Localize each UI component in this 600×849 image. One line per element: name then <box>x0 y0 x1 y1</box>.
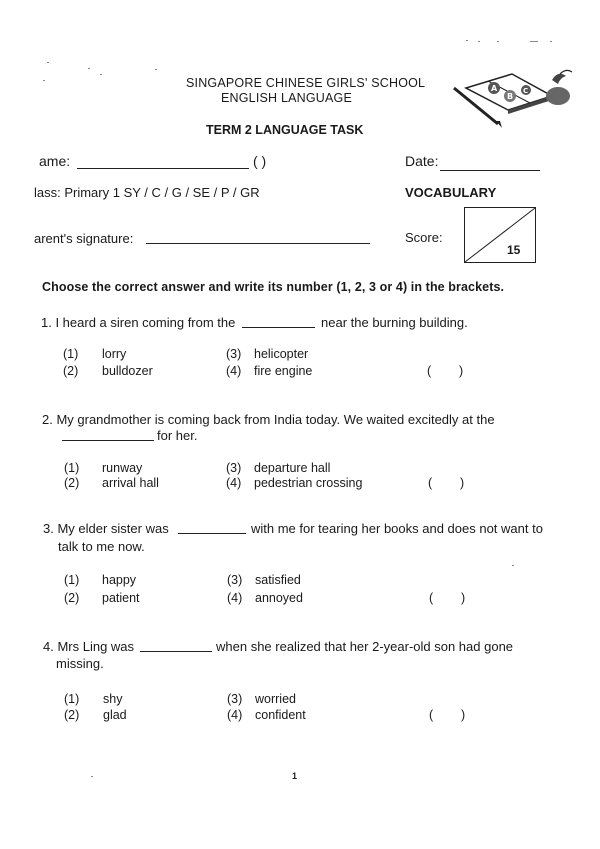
question-text: 2. My grandmother is coming back from India today. We waited excitedly at the <box>42 412 495 427</box>
scan-speck <box>512 565 514 566</box>
option-text: pedestrian crossing <box>254 476 363 490</box>
option-number: (1) <box>64 461 80 475</box>
score-total: 15 <box>507 243 521 257</box>
subject-title: ENGLISH LANGUAGE <box>221 91 353 105</box>
option-text: runway <box>102 461 143 475</box>
scan-speck <box>155 69 157 70</box>
answer-blank <box>242 327 315 328</box>
option-text: annoyed <box>255 591 303 605</box>
option-text: worried <box>255 692 296 706</box>
question-text-line2: talk to me now. <box>58 539 145 554</box>
answer-brackets[interactable]: ( ) <box>428 476 465 490</box>
option-text: lorry <box>102 347 127 361</box>
option-text: shy <box>103 692 123 706</box>
answer-brackets[interactable]: ( ) <box>427 364 464 378</box>
section-title: VOCABULARY <box>405 185 497 200</box>
parent-signature-blank[interactable] <box>146 243 370 244</box>
scan-speck <box>478 41 480 42</box>
question-text-continued: with me for tearing her books and does not want to <box>251 521 543 536</box>
option-number: (1) <box>64 692 80 706</box>
date-blank[interactable] <box>440 170 540 171</box>
svg-text:B: B <box>507 92 514 101</box>
option-number: (2) <box>64 708 80 722</box>
scan-speck <box>88 68 90 69</box>
option-number: (3) <box>227 692 243 706</box>
scan-speck <box>466 40 468 41</box>
option-text: departure hall <box>254 461 331 475</box>
option-number: (4) <box>227 591 243 605</box>
scan-speck <box>497 41 499 42</box>
option-number: (3) <box>226 461 242 475</box>
option-number: (3) <box>227 573 243 587</box>
question-text-continued: when she realized that her 2-year-old son had gone <box>216 639 514 654</box>
question-text: 4. Mrs Ling was <box>43 639 135 654</box>
question-text: 3. My elder sister was <box>43 521 169 536</box>
option-text: glad <box>103 708 127 722</box>
name-blank[interactable] <box>77 168 249 169</box>
scan-speck <box>43 80 45 81</box>
answer-blank <box>62 440 154 441</box>
school-name: SINGAPORE CHINESE GIRLS' SCHOOL <box>186 76 426 90</box>
option-text: satisfied <box>255 573 301 587</box>
question-text-continued: near the burning building. <box>321 315 468 330</box>
option-text: happy <box>102 573 137 587</box>
scan-speck <box>47 62 49 63</box>
score-divider <box>465 208 535 262</box>
option-text: fire engine <box>254 364 313 378</box>
date-label: Date: <box>405 153 439 169</box>
option-text: confident <box>255 708 306 722</box>
option-text: patient <box>102 591 140 605</box>
question-text-line2: missing. <box>56 656 104 671</box>
option-text: bulldozer <box>102 364 153 378</box>
option-number: (4) <box>227 708 243 722</box>
option-number: (3) <box>226 347 242 361</box>
class-label: lass: Primary 1 SY / C / G / SE / P / GR <box>34 185 260 200</box>
page-number: 1 <box>292 771 298 781</box>
option-number: (1) <box>63 347 79 361</box>
svg-text:C: C <box>523 87 529 95</box>
option-text: arrival hall <box>102 476 159 490</box>
register-number-brackets: ( ) <box>253 153 267 169</box>
scan-speck <box>100 74 102 75</box>
scan-speck <box>550 41 552 42</box>
question-text-continued: for her. <box>157 428 198 443</box>
option-number: (2) <box>64 591 80 605</box>
option-number: (4) <box>226 476 242 490</box>
option-number: (4) <box>226 364 242 378</box>
task-title: TERM 2 LANGUAGE TASK <box>206 123 364 137</box>
answer-brackets[interactable]: ( ) <box>429 591 466 605</box>
option-number: (1) <box>64 573 80 587</box>
scan-speck <box>530 41 538 42</box>
instruction: Choose the correct answer and write its number (1, 2, 3 or 4) in the brackets. <box>42 280 505 294</box>
score-label: Score: <box>405 230 443 245</box>
answer-blank <box>178 533 246 534</box>
option-number: (2) <box>63 364 79 378</box>
answer-brackets[interactable]: ( ) <box>429 708 466 722</box>
option-number: (2) <box>64 476 80 490</box>
answer-blank <box>140 651 212 652</box>
option-text: helicopter <box>254 347 309 361</box>
question-text: 1. I heard a siren coming from the <box>41 315 236 330</box>
score-box <box>464 207 536 263</box>
name-label: ame: <box>39 153 71 169</box>
scan-speck <box>91 776 93 777</box>
parent-signature-label: arent's signature: <box>34 231 134 246</box>
svg-text:A: A <box>491 84 498 93</box>
book-pencil-logo-icon <box>448 66 580 130</box>
